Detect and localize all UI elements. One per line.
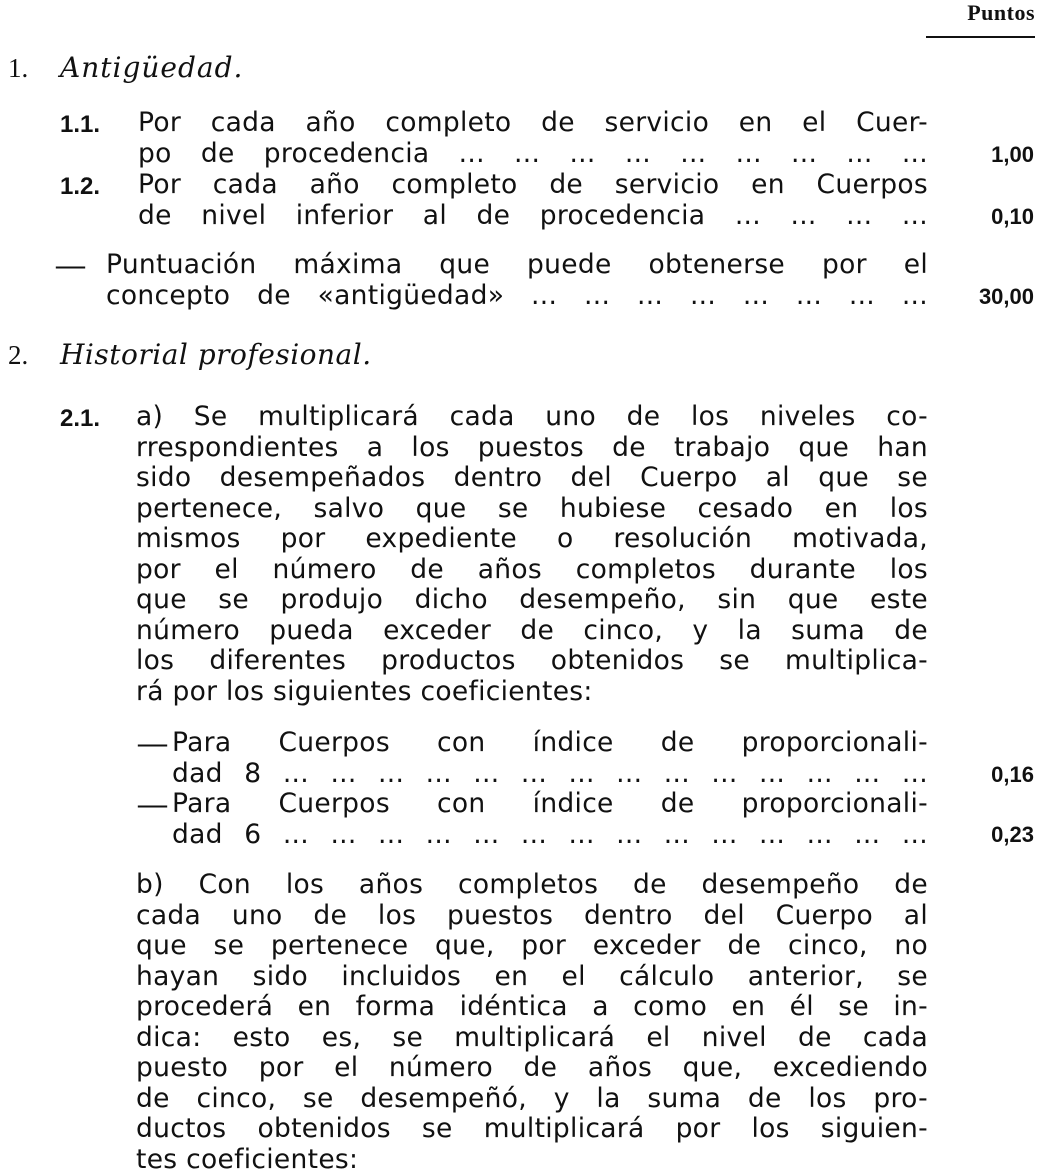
- paragraph-a-line: los diferentes productos obtenidos se multiplica-: [136, 646, 928, 677]
- section-1-title: Antigüedad.: [60, 53, 243, 84]
- points-column-header: [930, 0, 1035, 38]
- points-label: Puntos: [930, 0, 1035, 26]
- item-1-1-points: 1,00: [940, 140, 1034, 171]
- paragraph-a-line: número pueda exceder de cinco, y la suma de: [136, 616, 928, 647]
- paragraph-b-line: dica: esto es, se multiplicará el nivel de cada: [136, 1023, 928, 1054]
- section-1-number: 1.: [8, 53, 28, 84]
- coefficient-1-points: 0,16: [940, 760, 1034, 791]
- coefficient-2-points: 0,23: [940, 820, 1034, 851]
- item-1-2-line1: Por cada año completo de servicio en Cuerpos: [138, 170, 928, 201]
- paragraph-b-line: que se pertenece que, por exceder de cinco, no: [136, 931, 928, 962]
- max-score-dash: —: [56, 250, 85, 281]
- item-1-2-points: 0,10: [940, 202, 1034, 233]
- paragraph-a-line: pertenece, salvo que se hubiese cesado en los: [136, 494, 928, 525]
- max-score-line2: concepto de «antigüedad» ... ... ... ... ... ... ... ...: [106, 281, 928, 312]
- coefficient-1-line2: dad 8 ... ... ... ... ... ... ... ... ... ... ... ... ... ...: [172, 759, 928, 790]
- points-underline: [926, 36, 1035, 38]
- max-score-text: [106, 250, 928, 311]
- paragraph-a-line: a) Se multiplicará cada uno de los niveles co-: [136, 402, 928, 433]
- coefficient-1-line1: Para Cuerpos con índice de proporcionali-: [172, 728, 928, 759]
- item-1-2-line2: de nivel inferior al de procedencia ... ... ... ...: [138, 201, 928, 232]
- paragraph-a: [136, 402, 928, 707]
- coefficient-2-dash: —: [138, 789, 167, 820]
- paragraph-b-line: cada uno de los puestos dentro del Cuerpo al: [136, 901, 928, 932]
- item-1-1-line1: Por cada año completo de servicio en el Cuer-: [138, 108, 928, 139]
- coefficient-1-dash: —: [138, 728, 167, 759]
- paragraph-a-line: que se produjo dicho desempeño, sin que este: [136, 585, 928, 616]
- item-1-2-text: [138, 170, 928, 231]
- coefficient-2-text: [172, 789, 928, 850]
- paragraph-b-line: procederá en forma idéntica a como en él se in-: [136, 992, 928, 1023]
- item-1-1-text: [138, 108, 928, 169]
- item-1-2-number: 1.2.: [60, 172, 100, 203]
- coefficient-2-line2: dad 6 ... ... ... ... ... ... ... ... ... ... ... ... ... ...: [172, 820, 928, 851]
- paragraph-b-line: tes coeficientes:: [136, 1145, 928, 1175]
- section-2-title: Historial profesional.: [60, 340, 372, 371]
- paragraph-a-line: rá por los siguientes coeficientes:: [136, 677, 928, 708]
- paragraph-b-line: de cinco, se desempeñó, y la suma de los pro-: [136, 1084, 928, 1115]
- paragraph-a-line: sido desempeñados dentro del Cuerpo al que se: [136, 463, 928, 494]
- paragraph-b-line: puesto por el número de años que, excediendo: [136, 1053, 928, 1084]
- paragraph-b-line: b) Con los años completos de desempeño de: [136, 870, 928, 901]
- item-2-1-number: 2.1.: [60, 404, 100, 435]
- max-score-line1: Puntuación máxima que puede obtenerse por el: [106, 250, 928, 281]
- paragraph-a-line: por el número de años completos durante los: [136, 555, 928, 586]
- paragraph-b: [136, 870, 928, 1175]
- coefficient-2-line1: Para Cuerpos con índice de proporcionali-: [172, 789, 928, 820]
- paragraph-a-line: mismos por expediente o resolución motivada,: [136, 524, 928, 555]
- item-1-1-number: 1.1.: [60, 110, 100, 141]
- paragraph-b-line: hayan sido incluidos en el cálculo anterior, se: [136, 962, 928, 993]
- max-score-points: 30,00: [940, 282, 1034, 313]
- paragraph-a-line: rrespondientes a los puestos de trabajo que han: [136, 433, 928, 464]
- item-1-1-line2: po de procedencia ... ... ... ... ... ... ... ... ...: [138, 139, 928, 170]
- coefficient-1-text: [172, 728, 928, 789]
- paragraph-b-line: ductos obtenidos se multiplicará por los siguien-: [136, 1114, 928, 1145]
- section-2-number: 2.: [8, 340, 28, 371]
